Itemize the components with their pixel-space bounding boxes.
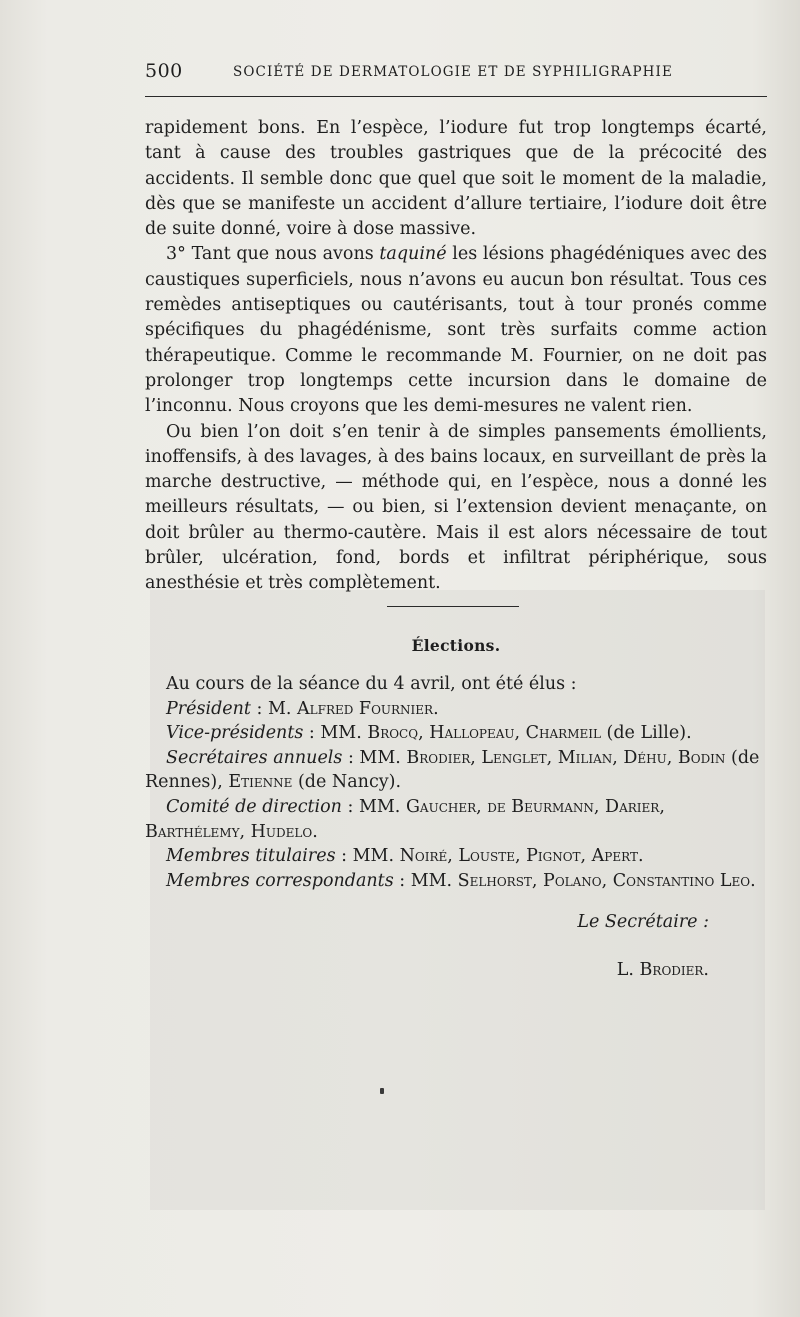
running-title: SOCIÉTÉ DE DERMATOLOGIE ET DE SYPHILIGRAPHIE xyxy=(233,64,673,80)
separator: : MM. xyxy=(303,723,368,744)
article-body xyxy=(145,116,767,597)
role-label: Membres titulaires xyxy=(166,846,336,867)
role-label: Secrétaires annuels xyxy=(166,747,343,768)
elections-list xyxy=(145,672,767,893)
section-heading-elections: Élections. xyxy=(411,636,501,655)
role-label: Membres correspondants xyxy=(166,870,394,891)
ink-speck xyxy=(380,1088,384,1094)
election-president xyxy=(145,697,767,722)
location-note: (de Rennes), xyxy=(145,747,760,793)
separator: : MM. xyxy=(342,747,407,768)
election-vice-presidents xyxy=(145,721,767,746)
page-header xyxy=(145,60,767,86)
member-names: Gaucher, de Beurmann, Darier, Barthélemy, Hudelo. xyxy=(145,796,665,842)
role-label: Président xyxy=(166,698,251,719)
role-label: Comité de direction xyxy=(166,796,342,817)
role-label: Vice-présidents xyxy=(166,723,304,744)
paragraph-3: Ou bien l’on doit s’en tenir à de simples pansements émollients, inoffensifs, à des lavages, à des bains locaux, en surveillant de près la marche destructive, — méthode qui, en l’espèce, nous a donné les meilleurs résultats, — ou bien, si l’extension devient menaçante, on doit brûler au thermo-cautère. Mais il est alors nécessaire de tout brûler, ulcération, fond, bords et infiltrat périphérique, sous anesthésie et très complètement. xyxy=(145,421,767,594)
election-titulaires xyxy=(145,844,767,869)
location-note: (de Nancy). xyxy=(292,772,402,793)
signature-role: Le Secrétaire : xyxy=(577,912,709,932)
paragraph-2-emphasis: taquiné xyxy=(379,244,447,265)
section-separator xyxy=(387,606,519,607)
elections-intro: Au cours de la séance du 4 avril, ont été élus : xyxy=(166,674,577,694)
separator: : M. xyxy=(250,698,298,719)
member-names: Brocq, Hallopeau, Charmeil xyxy=(367,723,601,744)
page-number: 500 xyxy=(145,60,183,82)
separator: : MM. xyxy=(335,846,400,867)
signature-name: L. Brodier. xyxy=(616,960,709,980)
election-secretaries xyxy=(145,746,767,795)
member-names: Noiré, Louste, Pignot, Apert. xyxy=(399,846,644,867)
location-note: (de Lille). xyxy=(600,723,692,744)
separator: : MM. xyxy=(341,796,406,817)
header-rule xyxy=(145,96,767,97)
election-comite xyxy=(145,795,767,844)
paragraph-2-start: 3° Tant que nous avons xyxy=(166,244,380,265)
paragraph-2 xyxy=(145,242,767,419)
paragraph-1: rapidement bons. En l’espèce, l’iodure fut trop longtemps écarté, tant à cause des troubles gastriques que de la précocité des accidents. Il semble donc que quel que soit le moment de la maladie, dès que se manifeste un accident d’allure tertiaire, l’iodure doit être de suite donné, voire à dose massive. xyxy=(145,118,767,240)
election-correspondants xyxy=(145,869,767,894)
member-names: Alfred Fournier. xyxy=(297,698,439,719)
separator: : MM. xyxy=(393,870,458,891)
member-names: Selhorst, Polano, Constantino Leo. xyxy=(457,870,756,891)
member-names: Etienne xyxy=(228,772,293,793)
paragraph-2-rest: les lésions phagédéniques avec des caustiques superficiels, nous n’avons eu aucun bon résultat. Tous ces remèdes antiseptiques ou cautérisants, tout à tour pronés comme spécifiques du phagédénisme, sont très surfaits comme action thérapeutique. Comme le recommande M. Fournier, on ne doit pas prolonger trop longtemps cette incursion dans le domaine de l’inconnu. Nous croyons que les demi-mesures ne valent rien. xyxy=(145,244,767,417)
member-names: Brodier, Lenglet, Milian, Déhu, Bodin xyxy=(406,747,726,768)
